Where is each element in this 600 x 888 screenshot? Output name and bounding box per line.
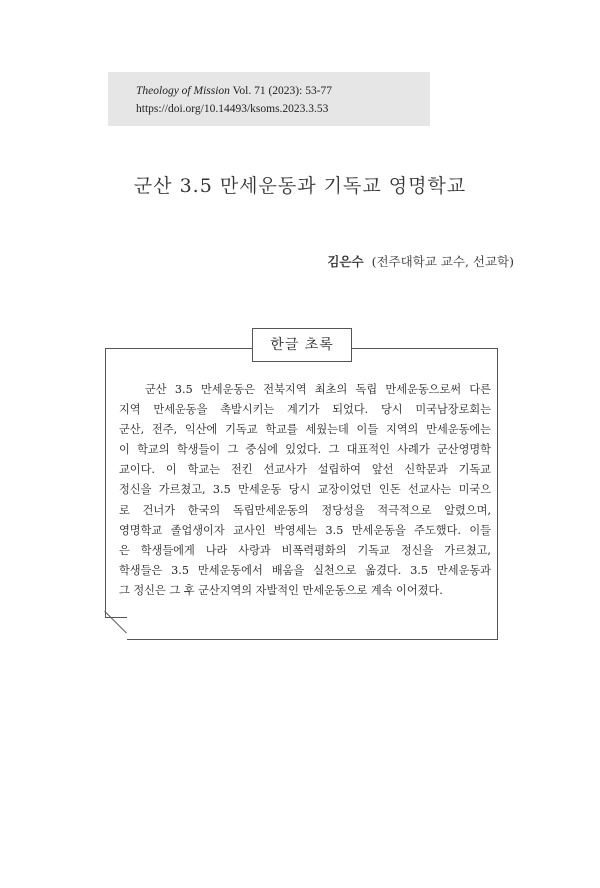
abstract-body xyxy=(119,380,491,601)
doi-link[interactable]: https://doi.org/10.14493/ksoms.2023.3.53 xyxy=(136,103,329,115)
abstract-label: 한글 초록 xyxy=(252,328,352,362)
abstract-frame-folded-corner xyxy=(105,617,127,640)
author-name: 김은수 xyxy=(327,254,364,269)
journal-volume: Vol. 71 (2023): 53-77 xyxy=(229,85,333,97)
abstract-line: 로 건너가 한국의 독립만세운동의 정당성을 적극적으로 알렸으며, xyxy=(119,503,491,517)
author-line xyxy=(327,252,514,270)
abstract-line: 군산 3.5 만세운동은 전북지역 최초의 독립 만세운동으로써 다른 xyxy=(145,383,491,396)
journal-name: Theology of Mission xyxy=(136,85,230,97)
journal-citation xyxy=(136,82,430,100)
abstract-line: 영명학교 졸업생이자 교사인 박영세는 3.5 만세운동을 주도했다. 이들 xyxy=(119,523,491,537)
journal-citation-box xyxy=(108,72,430,126)
paper-title: 군산 3.5 만세운동과 기독교 영명학교 xyxy=(133,175,467,197)
abstract-line: 이 학교의 학생들이 그 중심에 있었다. 그 대표적인 사례가 군산영명학 xyxy=(119,443,491,457)
abstract-line: 교이다. 이 학교는 전킨 선교사가 설립하여 앞선 신학문과 기독교 xyxy=(119,463,491,477)
abstract-line: 그 정신은 그 후 군산지역의 자발적인 만세운동으로 계속 이어졌다. xyxy=(119,583,443,597)
abstract-line: 은 학생들에게 나라 사랑과 비폭력평화의 기독교 정신을 가르쳤고, xyxy=(119,543,491,557)
abstract-line: 학생들은 3.5 만세운동에서 배움을 실천으로 옮겼다. 3.5 만세운동과 xyxy=(119,563,491,577)
abstract-line: 지역 만세운동을 촉발시키는 계기가 되었다. 당시 미국남장로회는 xyxy=(119,403,491,417)
abstract-line: 정신을 가르쳤고, 3.5 만세운동 당시 교장이었던 인돈 선교사는 미국으 xyxy=(119,483,491,497)
author-affiliation: (전주대학교 교수, 선교학) xyxy=(371,254,514,269)
abstract-line: 군산, 전주, 익산에 기독교 학교를 세웠는데 이들 지역의 만세운동에는 xyxy=(119,423,491,437)
